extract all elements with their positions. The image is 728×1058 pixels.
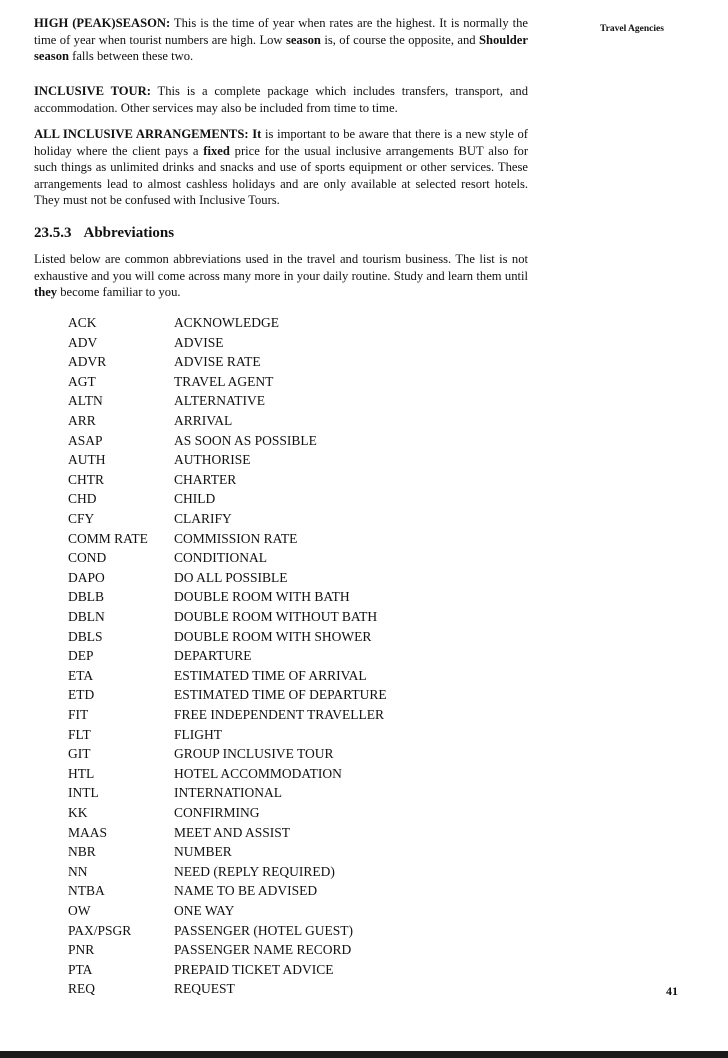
abbreviation-code: PNR: [68, 942, 95, 958]
abbreviation-meaning: PREPAID TICKET ADVICE: [174, 961, 334, 977]
abbreviation-meaning: GROUP INCLUSIVE TOUR: [174, 746, 334, 762]
abbreviation-meaning: CHILD: [174, 491, 216, 507]
abbreviation-meaning: CHARTER: [174, 471, 237, 487]
abbreviation-meaning: HOTEL ACCOMMODATION: [174, 765, 342, 781]
inclusive-tour-paragraph: [34, 83, 528, 116]
abbreviation-code: DAPO: [68, 569, 105, 585]
abbreviation-code: COMM RATE: [68, 530, 148, 546]
abbreviation-code: GIT: [68, 746, 91, 762]
abbreviation-code: PAX/PSGR: [68, 922, 132, 938]
abbreviation-code: DEP: [68, 648, 94, 664]
abbreviation-meaning: AS SOON AS POSSIBLE: [174, 432, 317, 448]
abbreviation-meaning: DEPARTURE: [174, 648, 252, 664]
abbreviation-meaning: DO ALL POSSIBLE: [174, 569, 288, 585]
abbreviation-code: MAAS: [68, 824, 108, 840]
abbreviation-meaning: INTERNATIONAL: [174, 785, 282, 801]
abbreviation-meaning: FLIGHT: [174, 726, 222, 742]
para3-text-2: price for the usual inclusive arrangements BUT also for such things as unlimited drinks and snacks and use of sports equipment or other services. These arrangements lead to almost cashless holidays and are only available at selected resort hotels. They must not be confused with Inclusive Tours.: [34, 143, 529, 208]
abbreviation-meaning: DOUBLE ROOM WITH SHOWER: [174, 628, 372, 644]
abbreviation-code: OW: [68, 903, 91, 918]
abbreviation-meaning: DOUBLE ROOM WITHOUT BATH: [174, 609, 378, 624]
abbreviation-code: ADVR: [68, 354, 107, 370]
abbreviation-code: COND: [68, 550, 107, 566]
abbreviation-code: HTL: [68, 765, 95, 781]
abbreviation-code: NTBA: [68, 883, 105, 899]
page-bottom-border: [0, 1051, 728, 1058]
abbreviation-meaning: ESTIMATED TIME OF ARRIVAL: [174, 667, 367, 683]
abbreviation-code: NBR: [68, 844, 96, 860]
abbreviation-meaning: FREE INDEPENDENT TRAVELLER: [174, 707, 385, 722]
para1-bold-shoulder-season: Shoulder season: [34, 32, 528, 64]
abbreviation-code: ACK: [68, 315, 97, 330]
abbreviation-code: DBLN: [68, 609, 105, 624]
abbreviation-meaning: ACKNOWLEDGE: [174, 315, 279, 330]
intro-text-2: become familiar to you.: [57, 285, 181, 300]
abbreviation-code: DBLS: [68, 628, 103, 644]
section-title: Abbreviations: [83, 225, 175, 241]
para1-bold-season: season: [285, 32, 321, 47]
abbreviation-code: CHTR: [68, 471, 105, 487]
abbreviation-code: FLT: [68, 726, 91, 742]
abbreviation-code: ETD: [68, 687, 95, 703]
abbreviation-meaning: ADVISE RATE: [174, 354, 261, 370]
abbreviation-code: REQ: [68, 981, 95, 997]
abbreviation-meaning: REQUEST: [174, 981, 235, 997]
abbreviation-code: ADV: [68, 334, 98, 350]
abbreviation-meaning: ONE WAY: [174, 903, 235, 918]
page-number: 41: [666, 984, 678, 998]
para1-text-3: falls between these two.: [69, 49, 194, 64]
abbreviation-meaning: CLARIFY: [174, 511, 232, 526]
all-inclusive-paragraph: [34, 126, 528, 209]
high-peak-season-paragraph: [34, 15, 528, 65]
abbreviation-code: ARR: [68, 413, 96, 428]
abbreviation-code: INTL: [68, 785, 99, 801]
abbreviation-meaning: PASSENGER (HOTEL GUEST): [174, 922, 354, 938]
abbreviation-code: CHD: [68, 491, 97, 507]
running-header: Travel Agencies: [600, 24, 664, 34]
abbreviation-code: NN: [68, 863, 88, 879]
abbreviation-meaning: PASSENGER NAME RECORD: [174, 942, 352, 958]
abbreviation-meaning: MEET AND ASSIST: [174, 824, 291, 840]
abbreviation-code: AGT: [68, 373, 96, 389]
abbreviation-meaning: NAME TO BE ADVISED: [174, 883, 318, 899]
abbreviation-code: ASAP: [68, 432, 103, 448]
abbreviation-meaning: CONFIRMING: [174, 805, 260, 820]
abbreviation-meaning: TRAVEL AGENT: [174, 373, 274, 389]
term-all-inclusive: ALL INCLUSIVE ARRANGEMENTS: It: [34, 127, 262, 141]
section-heading: [34, 225, 174, 242]
para2-text: This is a complete package which includes transfers, transport, and accommodation. Other services may also be included from time to time.: [34, 84, 528, 115]
section-number: 23.5.3: [34, 225, 72, 241]
abbreviation-meaning: DOUBLE ROOM WITH BATH: [174, 589, 350, 605]
abbreviation-meaning: ALTERNATIVE: [174, 393, 265, 409]
abbreviation-code: DBLB: [68, 589, 105, 605]
abbreviation-code: ETA: [68, 667, 94, 683]
abbreviation-meaning: ESTIMATED TIME OF DEPARTURE: [174, 687, 387, 703]
abbreviation-meaning: COMMISSION RATE: [174, 530, 298, 546]
para1-text-2: is, of course the opposite, and: [320, 32, 479, 47]
para1-text-1: This is the time of year when rates are the highest. It is normally the time of year when tourist numbers are high. Low: [34, 16, 528, 47]
abbreviation-code: FIT: [68, 707, 89, 722]
abbreviation-meaning: NUMBER: [174, 844, 232, 860]
abbreviation-code: KK: [68, 805, 88, 820]
term-inclusive-tour: INCLUSIVE TOUR:: [34, 84, 151, 98]
intro-bold-they: they: [34, 285, 58, 300]
abbreviation-meaning: CONDITIONAL: [174, 550, 267, 566]
abbreviation-code: ALTN: [68, 393, 103, 409]
para3-bold-fixed: fixed: [203, 143, 230, 158]
abbreviation-meaning: NEED (REPLY REQUIRED): [174, 863, 335, 879]
abbreviation-meaning: ADVISE: [174, 334, 224, 350]
para3-text-1: is important to be aware that there is a new style of holiday where the client pays a: [34, 127, 528, 158]
term-high-peak-season: HIGH (PEAK)SEASON:: [34, 16, 171, 30]
abbreviation-code: PTA: [68, 961, 93, 977]
abbreviation-meaning: ARRIVAL: [174, 413, 233, 428]
abbreviation-code: AUTH: [68, 452, 106, 468]
abbreviation-meaning: AUTHORISE: [174, 452, 251, 468]
intro-text-1: Listed below are common abbreviations used in the travel and tourism business. The list is not exhaustive and you will come across many more in your daily routine. Study and learn them until: [34, 252, 528, 283]
abbreviation-code: CFY: [68, 511, 95, 526]
abbreviations-intro-paragraph: [34, 251, 528, 301]
